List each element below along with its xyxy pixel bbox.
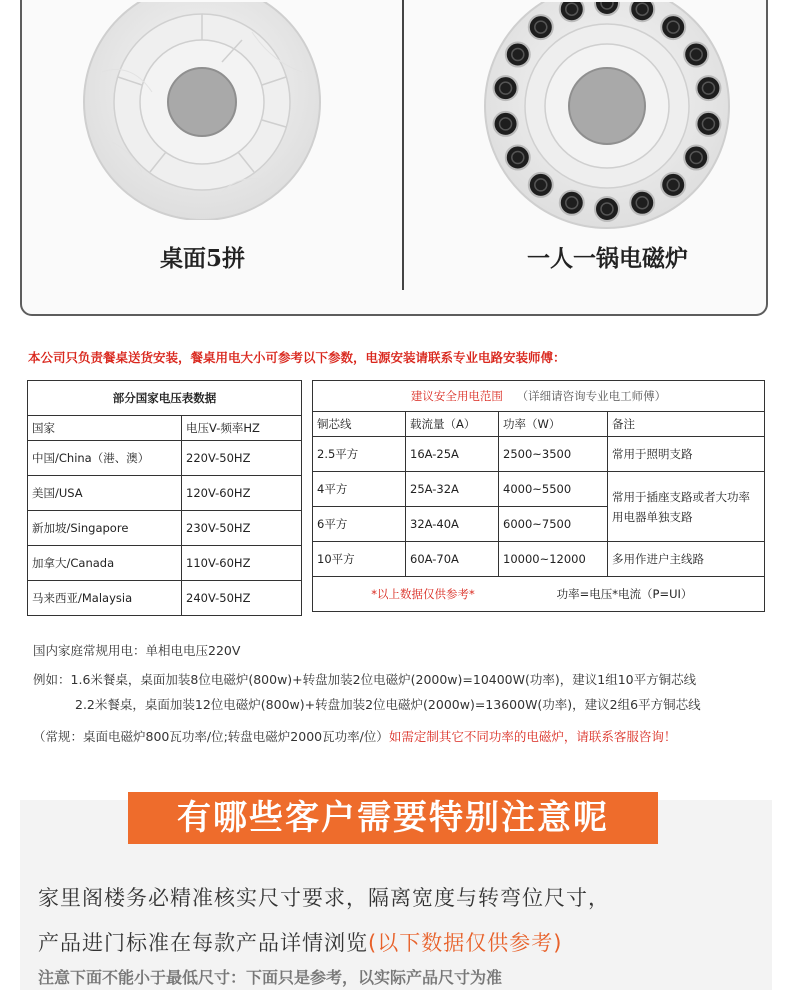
footer-formula: 功率=电压*电流（P=UI） — [556, 587, 693, 601]
table-row — [28, 581, 302, 616]
power-cell: 2500~3500 — [499, 437, 608, 472]
example-line-2: 2.2米餐桌，桌面加装12位电磁炉(800w)+转盘加装2位电磁炉(2000w)=13600W(功率)，建议2组6平方铜芯线 — [75, 697, 701, 712]
power-safety-table — [312, 380, 765, 612]
example-1-text: 1.6米餐桌，桌面加装8位电磁炉(800w)+转盘加装2位电磁炉(2000w)=10400W(功率)，建议1组10平方铜芯线 — [70, 672, 697, 687]
table-row — [313, 437, 765, 472]
induction-hob — [684, 43, 708, 67]
attention-reference-note: (以下数据仅供参考) — [368, 931, 563, 955]
current-cell: 60A-70A — [406, 542, 499, 577]
wire-cell: 2.5平方 — [313, 437, 406, 472]
power-table-title-note: （详细请咨询专业电工师傅） — [516, 389, 667, 403]
induction-cooker-table-illustration — [472, 2, 742, 232]
induction-hob — [630, 2, 654, 21]
voltage-cell: 120V-60HZ — [182, 476, 302, 511]
customer-attention-section — [20, 800, 772, 990]
country-voltage-table — [27, 380, 302, 616]
left-caption: 桌面5拼 — [160, 245, 246, 272]
induction-hob — [661, 15, 685, 39]
product-illustration-card — [20, 0, 768, 316]
standard-power-line — [33, 727, 676, 745]
attention-paragraph-2-text: 产品进门标准在每款产品详情浏览 — [38, 931, 368, 955]
table-row — [28, 441, 302, 476]
power-table-title: 建议安全用电范围 — [410, 389, 503, 403]
table-row — [313, 472, 765, 507]
power-cell: 4000~5500 — [499, 472, 608, 507]
voltage-cell: 240V-50HZ — [182, 581, 302, 616]
table-row — [28, 511, 302, 546]
current-cell: 32A-40A — [406, 507, 499, 542]
header-power: 功率（W） — [499, 412, 608, 437]
power-cell: 6000~7500 — [499, 507, 608, 542]
header-remark: 备注 — [608, 412, 765, 437]
current-cell: 25A-32A — [406, 472, 499, 507]
attention-paragraph-2 — [38, 927, 562, 957]
country-cell: 马来西亚/Malaysia — [28, 581, 182, 616]
induction-hob — [560, 2, 584, 21]
wire-cell: 4平方 — [313, 472, 406, 507]
header-country: 国家 — [28, 416, 182, 441]
induction-hob — [684, 146, 708, 170]
remark-cell-merged: 常用于插座支路或者大功率用电器单独支路 — [608, 472, 765, 542]
household-voltage-line: 国内家庭常规用电：单相电电压220V — [33, 643, 241, 658]
induction-hob — [529, 15, 553, 39]
induction-hob — [494, 76, 518, 100]
card-divider — [402, 0, 404, 290]
induction-hob — [494, 112, 518, 136]
five-piece-table-illustration — [72, 2, 332, 220]
induction-hob — [630, 191, 654, 215]
table-row — [28, 476, 302, 511]
induction-hob — [696, 112, 720, 136]
header-wire: 铜芯线 — [313, 412, 406, 437]
remark-cell: 常用于照明支路 — [608, 437, 765, 472]
voltage-cell: 220V-50HZ — [182, 441, 302, 476]
voltage-cell: 110V-60HZ — [182, 546, 302, 581]
country-cell: 加拿大/Canada — [28, 546, 182, 581]
induction-hob — [661, 173, 685, 197]
induction-hob — [506, 146, 530, 170]
section-banner: 有哪些客户需要特别注意呢 — [128, 792, 658, 844]
induction-hob — [595, 197, 619, 221]
wire-cell: 6平方 — [313, 507, 406, 542]
power-table-title-row — [313, 381, 765, 412]
country-cell: 美国/USA — [28, 476, 182, 511]
induction-hob — [560, 191, 584, 215]
voltage-table-title: 部分国家电压表数据 — [28, 381, 302, 416]
voltage-cell: 230V-50HZ — [182, 511, 302, 546]
example-line-1 — [33, 670, 696, 688]
footer-note: *以上数据仅供参考* — [371, 587, 475, 601]
attention-paragraph-1: 家里阁楼务必精准核实尺寸要求，隔离宽度与转弯位尺寸， — [38, 886, 610, 910]
table-row — [28, 546, 302, 581]
country-cell: 新加坡/Singapore — [28, 511, 182, 546]
header-voltage: 电压V-频率HZ — [182, 416, 302, 441]
power-cell: 10000~12000 — [499, 542, 608, 577]
country-cell: 中国/China（港、澳） — [28, 441, 182, 476]
right-caption: 一人一锅电磁炉 — [527, 245, 688, 272]
standard-power-text: （常规：桌面电磁炉800瓦功率/位;转盘电磁炉2000瓦功率/位） — [33, 729, 389, 744]
example-label: 例如： — [33, 672, 71, 687]
wire-cell: 10平方 — [313, 542, 406, 577]
induction-hob — [696, 76, 720, 100]
installation-notice: 本公司只负责餐桌送货安装，餐桌用电大小可参考以下参数，电源安装请联系专业电路安装师傅： — [28, 350, 566, 365]
induction-hob — [506, 43, 530, 67]
current-cell: 16A-25A — [406, 437, 499, 472]
table-row — [313, 542, 765, 577]
attention-paragraph-3: 注意下面不能小于最低尺寸：下面只是参考，以实际产品尺寸为准 — [38, 968, 503, 987]
custom-power-contact: 如需定制其它不同功率的电磁炉，请联系客服咨询！ — [388, 729, 677, 744]
header-current: 载流量（A） — [406, 412, 499, 437]
power-table-footer — [313, 577, 765, 612]
induction-hob — [529, 173, 553, 197]
remark-cell: 多用作进户主线路 — [608, 542, 765, 577]
